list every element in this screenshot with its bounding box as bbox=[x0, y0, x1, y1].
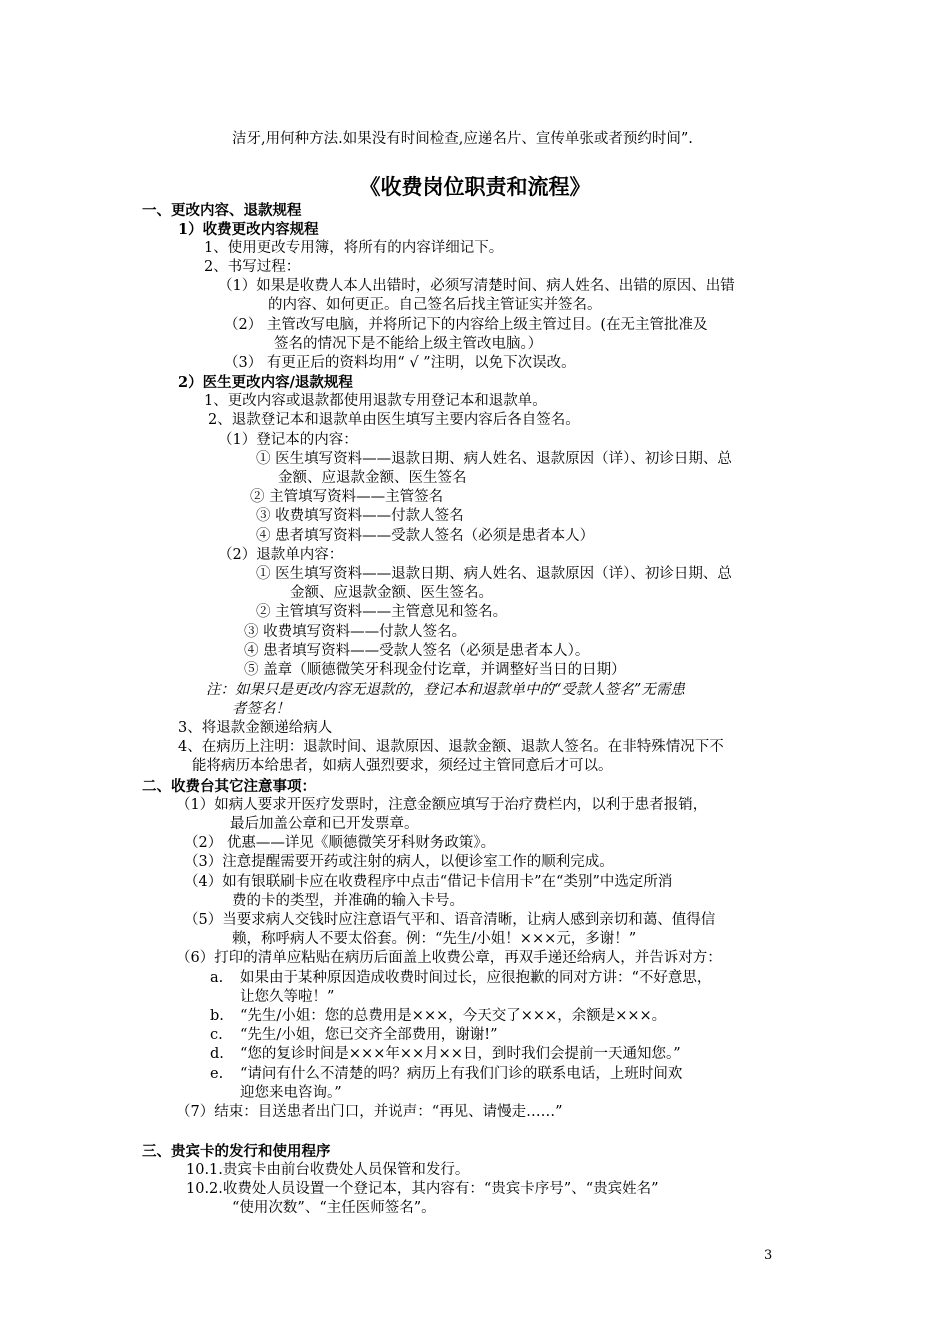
section-1-heading: 一、更改内容、退款规程 bbox=[142, 202, 302, 219]
note-line: 注：如果只是更改内容无退款的，登记本和退款单中的“受款人签名”无需患 bbox=[206, 682, 685, 698]
list-item: ① 医生填写资料——退款日期、病人姓名、退款原因（详）、初诊日期、总 bbox=[256, 451, 732, 467]
paragraph-line: 的内容、如何更正。自己签名后找主管证实并签名。 bbox=[268, 297, 602, 313]
paragraph-line: 1、更改内容或退款都使用退款专用登记本和退款单。 bbox=[204, 393, 547, 409]
list-marker: c. bbox=[210, 1027, 223, 1043]
list-marker: a. bbox=[210, 970, 224, 986]
subsection-2-heading: 2）医生更改内容/退款规程 bbox=[178, 374, 353, 391]
paragraph-line: “使用次数”、“主任医师签名”。 bbox=[232, 1200, 436, 1216]
paragraph-line: （2） 优惠——详见《顺德微笑牙科财务政策》。 bbox=[184, 835, 496, 851]
paragraph-line: 能将病历本给患者，如病人强烈要求，须经过主管同意后才可以。 bbox=[192, 758, 613, 774]
page-title: 《收费岗位职责和流程》 bbox=[359, 174, 591, 199]
section-3-heading: 三、贵宾卡的发行和使用程序 bbox=[142, 1143, 331, 1160]
list-item: 金额、应退款金额、医生签名 bbox=[278, 470, 467, 486]
paragraph-line: 3、将退款金额递给病人 bbox=[178, 720, 333, 736]
subsection-1-heading: 1）收费更改内容规程 bbox=[178, 221, 319, 238]
list-item: 金额、应退款金额、医生签名。 bbox=[290, 585, 493, 601]
paragraph-line: （2） 主管改写电脑，并将所记下的内容给上级主管过目。(在无主管批准及 bbox=[224, 317, 708, 333]
list-item: 让您久等啦！” bbox=[240, 989, 335, 1005]
list-item: ② 主管填写资料——主管签名 bbox=[250, 489, 444, 505]
paragraph-line: 最后加盖公章和已开发票章。 bbox=[230, 816, 419, 832]
list-item: ② 主管填写资料——主管意见和签名。 bbox=[256, 604, 508, 620]
paragraph-line: （7）结束：目送患者出门口，并说声：“再见、请慢走……” bbox=[176, 1104, 563, 1120]
list-marker: d. bbox=[210, 1046, 224, 1062]
section-2-heading: 二、收费台其它注意事项： bbox=[142, 778, 316, 795]
paragraph-line: 签名的情况下是不能给上级主管改电脑。） bbox=[274, 336, 543, 352]
list-marker: b. bbox=[210, 1008, 224, 1024]
list-item: ⑤ 盖章（顺德微笑牙科现金付讫章，并调整好当日的日期） bbox=[244, 662, 626, 678]
note-line: 者签名！ bbox=[232, 701, 290, 717]
paragraph-line: （6）打印的清单应粘贴在病历后面盖上收费公章，再双手递还给病人，并告诉对方： bbox=[176, 950, 722, 966]
paragraph-line: 10.2.收费处人员设置一个登记本，其内容有：“贵宾卡序号”、“贵宾姓名” bbox=[186, 1181, 659, 1197]
list-item: “先生/小姐，您已交齐全部费用，谢谢!” bbox=[240, 1027, 498, 1043]
paragraph-line: 2、退款登记本和退款单由医生填写主要内容后各自签名。 bbox=[208, 412, 580, 428]
list-item: ③ 收费填写资料——付款人签名 bbox=[256, 508, 464, 524]
paragraph-line: 2、书写过程： bbox=[204, 259, 301, 275]
list-item: 如果由于某种原因造成收费时间过长，应很抱歉的同对方讲：“不好意思， bbox=[240, 970, 712, 986]
list-item: “先生/小姐：您的总费用是×××，今天交了×××，余额是×××。 bbox=[240, 1008, 667, 1024]
list-item: “您的复诊时间是×××年××月××日，到时我们会提前一天通知您。” bbox=[240, 1046, 681, 1062]
list-marker: e. bbox=[210, 1066, 224, 1082]
paragraph-line: （1）登记本的内容： bbox=[218, 432, 358, 448]
paragraph-line: （5）当要求病人交钱时应注意语气平和、语音清晰，让病人感到亲切和蔼、值得信 bbox=[184, 912, 716, 928]
list-item: 迎您来电咨询。” bbox=[240, 1085, 342, 1101]
paragraph-line: 4、在病历上注明：退款时间、退款原因、退款金额、退款人签名。在非特殊情况下不 bbox=[178, 739, 724, 755]
list-item: ① 医生填写资料——退款日期、病人姓名、退款原因（详）、初诊日期、总 bbox=[256, 566, 732, 582]
paragraph-line: 赖，称呼病人不要太俗套。例：“先生/小姐！×××元，多谢！” bbox=[232, 931, 637, 947]
list-item: ③ 收费填写资料——付款人签名。 bbox=[244, 624, 467, 640]
paragraph-line: 10.1.贵宾卡由前台收费处人员保管和发行。 bbox=[186, 1162, 470, 1178]
paragraph-line: （1）如病人要求开医疗发票时，注意金额应填写于治疗费栏内，以利于患者报销， bbox=[176, 797, 708, 813]
carryover-line: 洁牙,用何种方法.如果没有时间检查,应递名片、宣传单张或者预约时间”. bbox=[232, 131, 693, 147]
paragraph-line: （1）如果是收费人本人出错时，必须写清楚时间、病人姓名、出错的原因、出错 bbox=[218, 278, 735, 294]
list-item: “请问有什么不清楚的吗？病历上有我们门诊的联系电话，上班时间欢 bbox=[240, 1066, 683, 1082]
paragraph-line: （3） 有更正后的资料均用“ √ ”注明，以免下次误改。 bbox=[224, 355, 576, 371]
paragraph-line: （2）退款单内容： bbox=[218, 547, 344, 563]
page-number: 3 bbox=[764, 1248, 773, 1263]
paragraph-line: （3）注意提醒需要开药或注射的病人，以便诊室工作的顺利完成。 bbox=[184, 854, 614, 870]
list-item: ④ 患者填写资料——受款人签名（必须是患者本人）。 bbox=[244, 643, 590, 659]
list-item: ④ 患者填写资料——受款人签名（必须是患者本人） bbox=[256, 528, 595, 544]
paragraph-line: 1、使用更改专用簿，将所有的内容详细记下。 bbox=[204, 240, 504, 256]
paragraph-line: （4）如有银联刷卡应在收费程序中点击“借记卡信用卡”在“类别”中选定所消 bbox=[184, 874, 673, 890]
paragraph-line: 费的卡的类型，并准确的输入卡号。 bbox=[232, 893, 464, 909]
